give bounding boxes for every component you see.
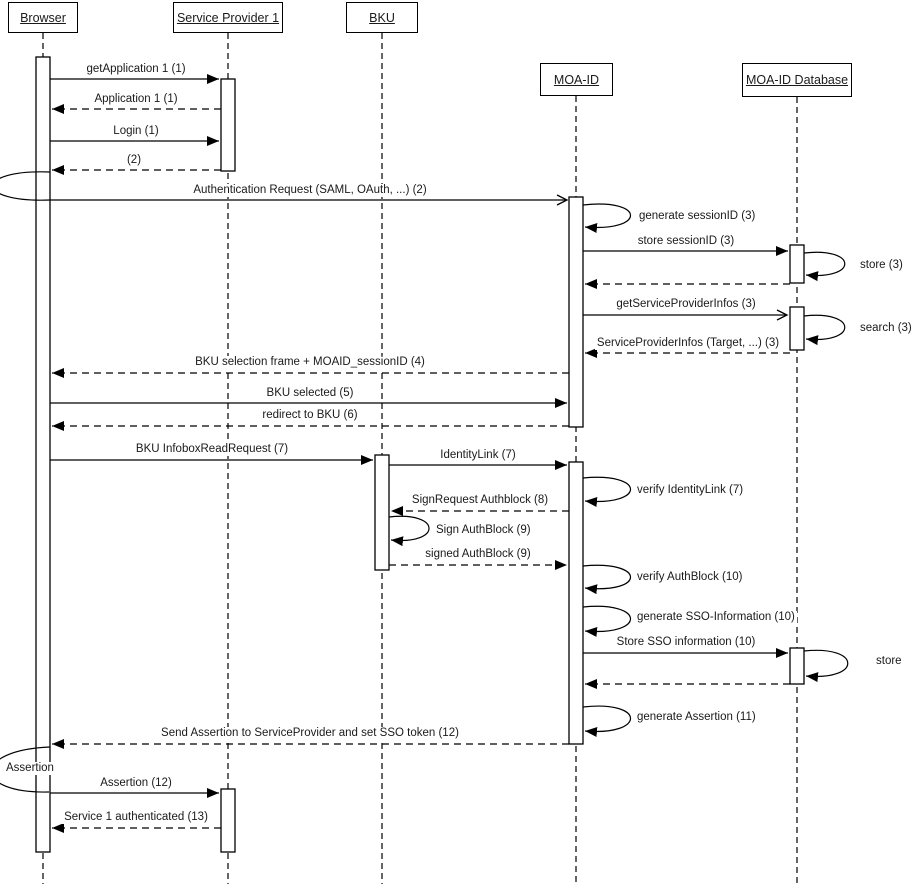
activation-db-search	[790, 307, 804, 350]
lifelines	[43, 33, 797, 884]
msg-signed-authblock: signed AuthBlock (9)	[425, 548, 531, 560]
msg-bku-selected: BKU selected (5)	[266, 387, 354, 399]
msg-bku-infoboxreadrequest: BKU InfoboxReadRequest (7)	[135, 443, 289, 455]
msg-search: search (3)	[860, 322, 912, 334]
activation-moa-id-2	[569, 462, 583, 744]
actor-browser	[8, 2, 78, 33]
msg-serviceproviderinfos-return: ServiceProviderInfos (Target, ...) (3)	[596, 337, 780, 349]
msg-generate-assertion: generate Assertion (11)	[637, 711, 756, 723]
loop-store	[804, 252, 845, 275]
loop-generate-assertion	[583, 706, 631, 731]
msg-verify-authblock: verify AuthBlock (10)	[637, 571, 743, 583]
msg-redirect-to-bku: redirect to BKU (6)	[262, 409, 358, 421]
msg-get-application: getApplication 1 (1)	[86, 63, 186, 75]
msg-assertion-loop: Assertion	[6, 762, 54, 774]
self-loops	[0, 172, 848, 792]
msg-store-sso-information: Store SSO information (10)	[616, 636, 756, 648]
msg-generate-sessionid: generate sessionID (3)	[639, 210, 756, 222]
activation-sp1-assertion	[221, 789, 235, 852]
loop-generate-sessionid	[583, 204, 631, 227]
activation-db-store	[790, 245, 804, 283]
loop-verify-identitylink	[583, 477, 631, 501]
actor-service-provider-1	[173, 2, 283, 33]
msg-generate-sso-information: generate SSO-Information (10)	[637, 611, 795, 623]
actor-moa-id-database	[742, 63, 852, 97]
msg-signrequest-authblock: SignRequest Authblock (8)	[411, 494, 549, 506]
msg-store-3: store (3)	[860, 259, 903, 271]
msg-service1-authenticated: Service 1 authenticated (13)	[64, 811, 208, 823]
msg-authentication-request: Authentication Request (SAML, OAuth, ...) (2)	[193, 184, 427, 196]
actor-moa-id-label: MOA-ID	[553, 72, 600, 87]
activation-sp1-login	[221, 79, 235, 171]
activation-bku	[375, 455, 389, 570]
actor-bku	[346, 2, 418, 33]
msg-assertion-12: Assertion (12)	[100, 777, 172, 789]
loop-generate-sso-information	[583, 606, 631, 631]
msg-application-return: Application 1 (1)	[94, 93, 178, 105]
actor-moa-id	[540, 63, 613, 96]
msg-get-serviceproviderinfos: getServiceProviderInfos (3)	[616, 298, 756, 310]
loop-store-sso	[804, 650, 848, 676]
activation-moa-id-1	[569, 197, 583, 427]
actor-browser-label: Browser	[20, 10, 66, 25]
msg-store-sso: store	[876, 655, 902, 667]
loop-sign-authblock	[389, 516, 429, 540]
msg-sign-authblock: Sign AuthBlock (9)	[436, 524, 531, 536]
msg-bku-selection-frame: BKU selection frame + MOAID_sessionID (4)	[195, 356, 425, 368]
msg-send-assertion: Send Assertion to ServiceProvider and set SSO token (12)	[161, 727, 459, 739]
activation-browser	[36, 57, 50, 852]
actor-moa-id-database-label: MOA-ID Database	[745, 73, 849, 87]
msg-return-2: (2)	[126, 154, 142, 166]
msg-verify-identitylink: verify IdentityLink (7)	[637, 484, 744, 496]
msg-identitylink: IdentityLink (7)	[440, 449, 516, 461]
msg-login: Login (1)	[113, 125, 159, 137]
loop-search	[804, 315, 845, 339]
msg-store-sessionid: store sessionID (3)	[637, 235, 735, 247]
activation-db-sso	[790, 648, 804, 684]
loop-verify-authblock	[583, 565, 631, 588]
actor-bku-label: BKU	[369, 10, 395, 25]
actor-service-provider-1-label: Service Provider 1	[176, 10, 280, 25]
